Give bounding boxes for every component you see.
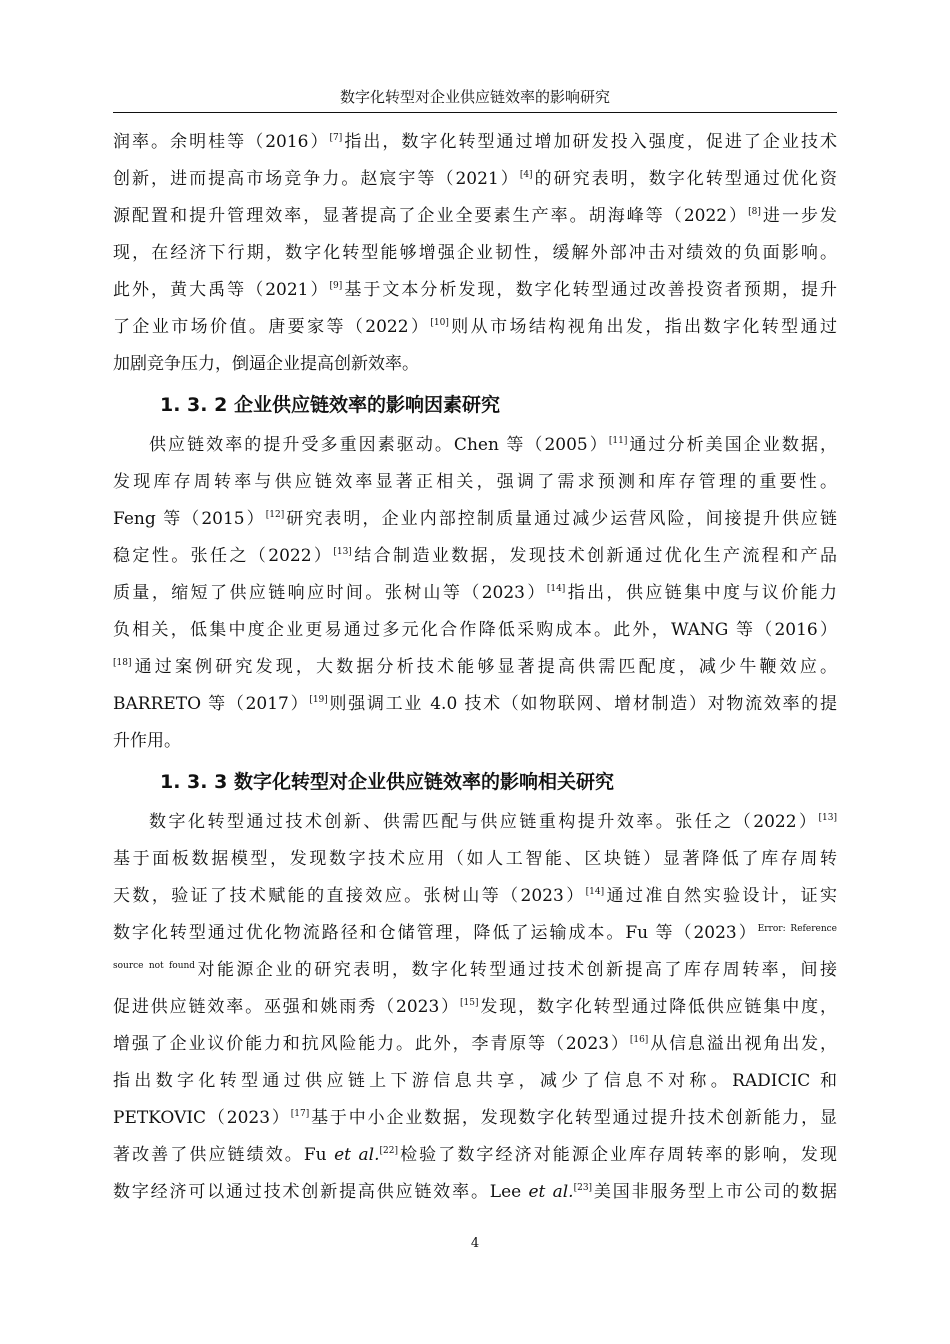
text-run: 源配置和提升管理效率，显著提高了企业全要素生产率。胡海峰等（2022） [113,206,749,226]
text-run: 数字化转型通过优化物流路径和仓储管理，降低了运输成本。Fu 等（2023） [113,923,758,943]
text-line [113,841,837,878]
citation-ref: [14] [585,887,605,897]
citation-ref: [17] [290,1109,310,1119]
text-run: 美国非服务型上市公司的数据 [592,1182,837,1202]
paragraph [113,804,837,1211]
text-run: 通过准自然实验设计，证实 [604,886,837,906]
text-run: 指出，数字化转型通过增加研发投入强度，促进了企业技术 [342,132,837,152]
text-run: 数字化转型通过技术创新、供需匹配与供应链重构提升效率。张任之（2022） [149,812,819,832]
text-run: 加剧竞争压力，倒逼企业提高创新效率。 [113,354,419,374]
text-run: 基于中小企业数据，发现数字化转型通过提升技术创新能力，显 [309,1108,837,1128]
citation-ref: [16] [629,1035,649,1045]
section-heading-1-3-3: 1. 3. 3 数字化转型对企业供应链效率的影响相关研究 [160,771,614,793]
italic-text: et al. [528,1182,574,1202]
text-line [113,198,837,235]
citation-ref: [13] [818,813,837,823]
text-line [113,686,837,723]
text-line [113,346,837,383]
citation-error-ref: source not found [113,961,196,971]
citation-ref: [13] [333,547,352,557]
text-line [113,235,837,272]
citation-ref: [18] [113,658,132,668]
paragraph [113,427,837,760]
header-rule [113,112,837,113]
text-run: 指出，供应链集中度与议价能力 [565,583,837,603]
citation-ref: [22] [379,1146,398,1156]
text-run: 数字经济可以通过技术创新提高供应链效率。Lee [113,1182,529,1202]
text-run: 发现库存周转率与供应链效率显著正相关，强调了需求预测和库存管理的重要性。 [113,472,837,492]
citation-ref: [14] [546,584,566,594]
text-run: 创新，进而提高市场竞争力。赵宸宇等（2021） [113,169,520,189]
text-run: 增强了企业议价能力和抗风险能力。此外，李青原等（2023） [113,1034,630,1054]
text-run: 升作用。 [113,731,181,751]
page-number: 4 [470,1236,480,1251]
citation-ref: [10] [430,318,449,328]
text-line [113,1026,837,1063]
text-run: 研究表明，企业内部控制质量通过减少运营风险，间接提升供应链 [284,509,837,529]
text-line [113,952,837,989]
text-line [113,723,837,760]
text-run: 著改善了供应链绩效。Fu [113,1145,335,1165]
text-line [113,272,837,309]
text-run: 现，在经济下行期，数字化转型能够增强企业韧性，缓解外部冲击对绩效的负面影响。 [113,243,837,263]
text-run: 通过案例研究发现，大数据分析技术能够显著提高供需匹配度，减少牛鞭效应。 [131,657,837,677]
text-run: 天数，验证了技术赋能的直接效应。张树山等（2023） [113,886,586,906]
text-run: 润率。余明桂等（2016） [113,132,330,152]
text-line [113,427,837,464]
running-header: 数字化转型对企业供应链效率的影响研究 [339,88,610,106]
citation-ref: [11] [608,436,628,446]
citation-ref: [9] [329,281,343,291]
text-line [113,612,837,649]
italic-text: et al. [334,1145,380,1165]
text-run: BARRETO 等（2017） [113,694,310,714]
text-line [113,309,837,346]
text-run: 则从市场结构视角出发，指出数字化转型通过 [448,317,837,337]
text-line [113,538,837,575]
text-run: 了企业市场价值。唐要家等（2022） [113,317,431,337]
text-line [113,1174,837,1211]
text-run: 此外，黄大禹等（2021） [113,280,330,300]
citation-ref: [7] [329,133,343,143]
section-heading-1-3-2: 1. 3. 2 企业供应链效率的影响因素研究 [160,394,500,416]
text-run: 从信息溢出视角出发， [648,1034,837,1054]
text-run: 进一步发 [760,206,837,226]
text-run: 发现，数字化转型通过降低供应链集中度， [478,997,837,1017]
text-line [113,804,837,841]
text-run: PETKOVIC（2023） [113,1108,291,1128]
text-run: 供应链效率的提升受多重因素驱动。Chen 等（2005） [149,435,609,455]
text-line [113,1063,837,1100]
text-run: 指出数字化转型通过供应链上下游信息共享，减少了信息不对称。RADICIC 和 [113,1071,837,1091]
text-line [113,575,837,612]
text-run: 通过分析美国企业数据， [627,435,837,455]
text-run: 基于文本分析发现，数字化转型通过改善投资者预期，提升 [342,280,837,300]
text-line [113,989,837,1026]
text-line [113,161,837,198]
text-run: Feng 等（2015） [113,509,266,529]
citation-ref: [8] [748,207,761,217]
citation-ref: [12] [265,510,285,520]
text-run: 对能源企业的研究表明，数字化转型通过技术创新提高了库存周转率，间接 [195,960,837,980]
citation-error-ref: Error: Reference [757,924,837,934]
text-line [113,915,837,952]
text-run: 结合制造业数据，发现技术创新通过优化生产流程和产品 [351,546,837,566]
text-run: 负相关，低集中度企业更易通过多元化合作降低采购成本。此外，WANG 等（2016） [113,620,837,640]
text-run: 的研究表明，数字化转型通过优化资 [532,169,837,189]
text-line [113,464,837,501]
citation-ref: [19] [309,695,328,705]
citation-ref: [23] [573,1183,593,1193]
document-body [113,124,837,1211]
text-run: 基于面板数据模型，发现数字技术应用（如人工智能、区块链）显著降低了库存周转 [113,849,837,869]
text-line [113,878,837,915]
text-run: 检验了数字经济对能源企业库存周转率的影响，发现 [397,1145,837,1165]
text-run: 促进供应链效率。巫强和姚雨秀（2023） [113,997,461,1017]
text-line [113,1100,837,1137]
text-line [113,501,837,538]
text-run: 稳定性。张任之（2022） [113,546,334,566]
text-run: 则强调工业 4.0 技术（如物联网、增材制造）对物流效率的提 [327,694,837,714]
text-line [113,649,837,686]
text-line [113,124,837,161]
citation-ref: [4] [519,170,533,180]
citation-ref: [15] [460,998,479,1008]
paragraph [113,124,837,383]
text-line [113,1137,837,1174]
text-run: 质量，缩短了供应链响应时间。张树山等（2023） [113,583,547,603]
